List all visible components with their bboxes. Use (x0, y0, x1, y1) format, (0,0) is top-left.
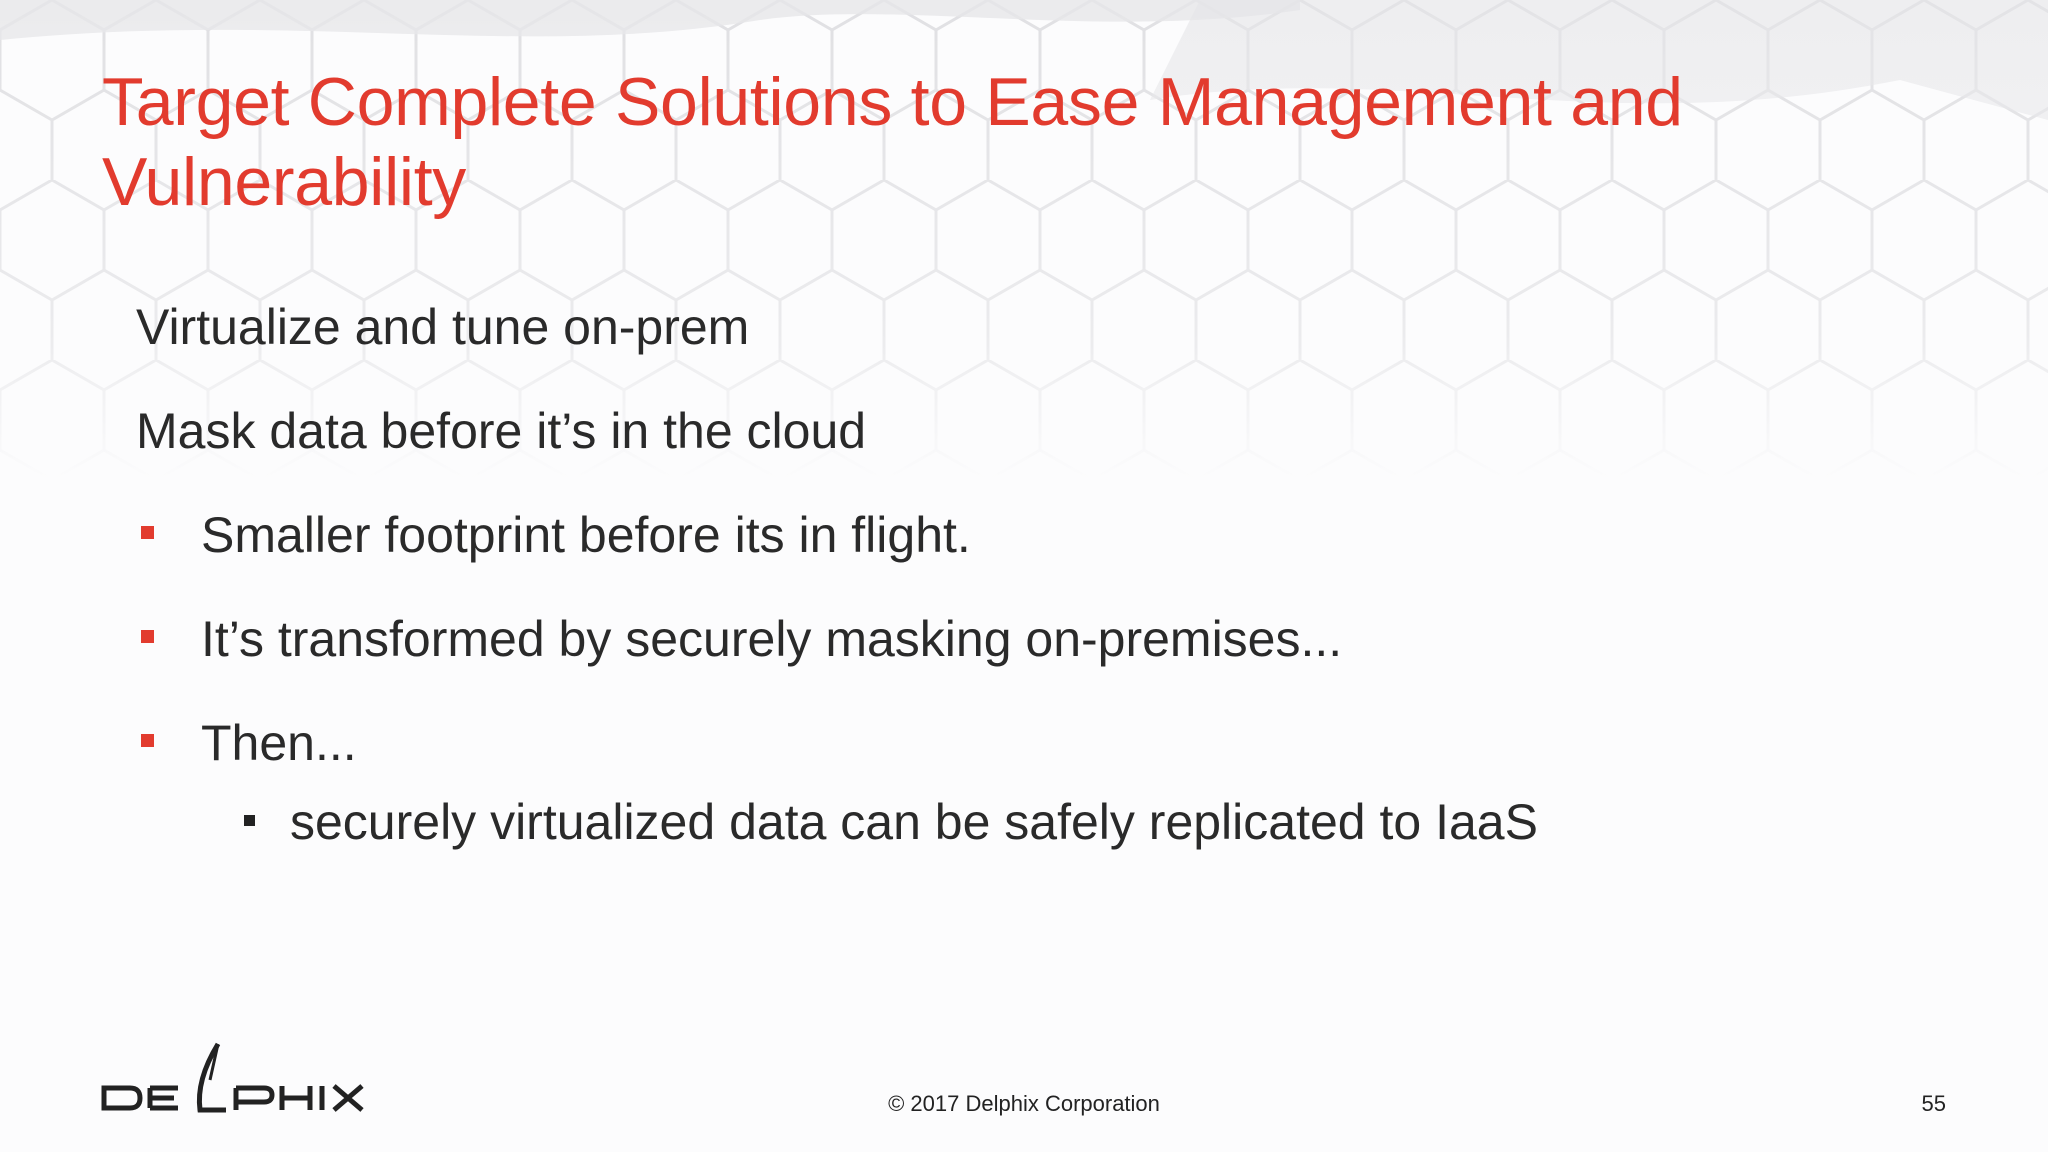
bullet-item-level0: Virtualize and tune on-prem (136, 299, 750, 355)
black-square-bullet-icon (244, 815, 255, 826)
page-number: 55 (1921, 1091, 1946, 1116)
bullet-item-level2: securely virtualized data can be safely replicated to IaaS (290, 794, 1538, 850)
bullet-item-level1: It’s transformed by securely masking on-premises... (201, 611, 1343, 667)
bullet-item-level1: Then... (201, 715, 357, 771)
red-square-bullet-icon (141, 734, 154, 747)
bullet-item-level1: Smaller footprint before its in flight. (201, 507, 971, 563)
slide-title: Target Complete Solutions to Ease Management and Vulnerability (102, 64, 1683, 220)
bullet-item-level0: Mask data before it’s in the cloud (136, 403, 867, 459)
red-square-bullet-icon (141, 630, 154, 643)
red-square-bullet-icon (141, 526, 154, 539)
copyright-text: © 2017 Delphix Corporation (888, 1091, 1160, 1116)
